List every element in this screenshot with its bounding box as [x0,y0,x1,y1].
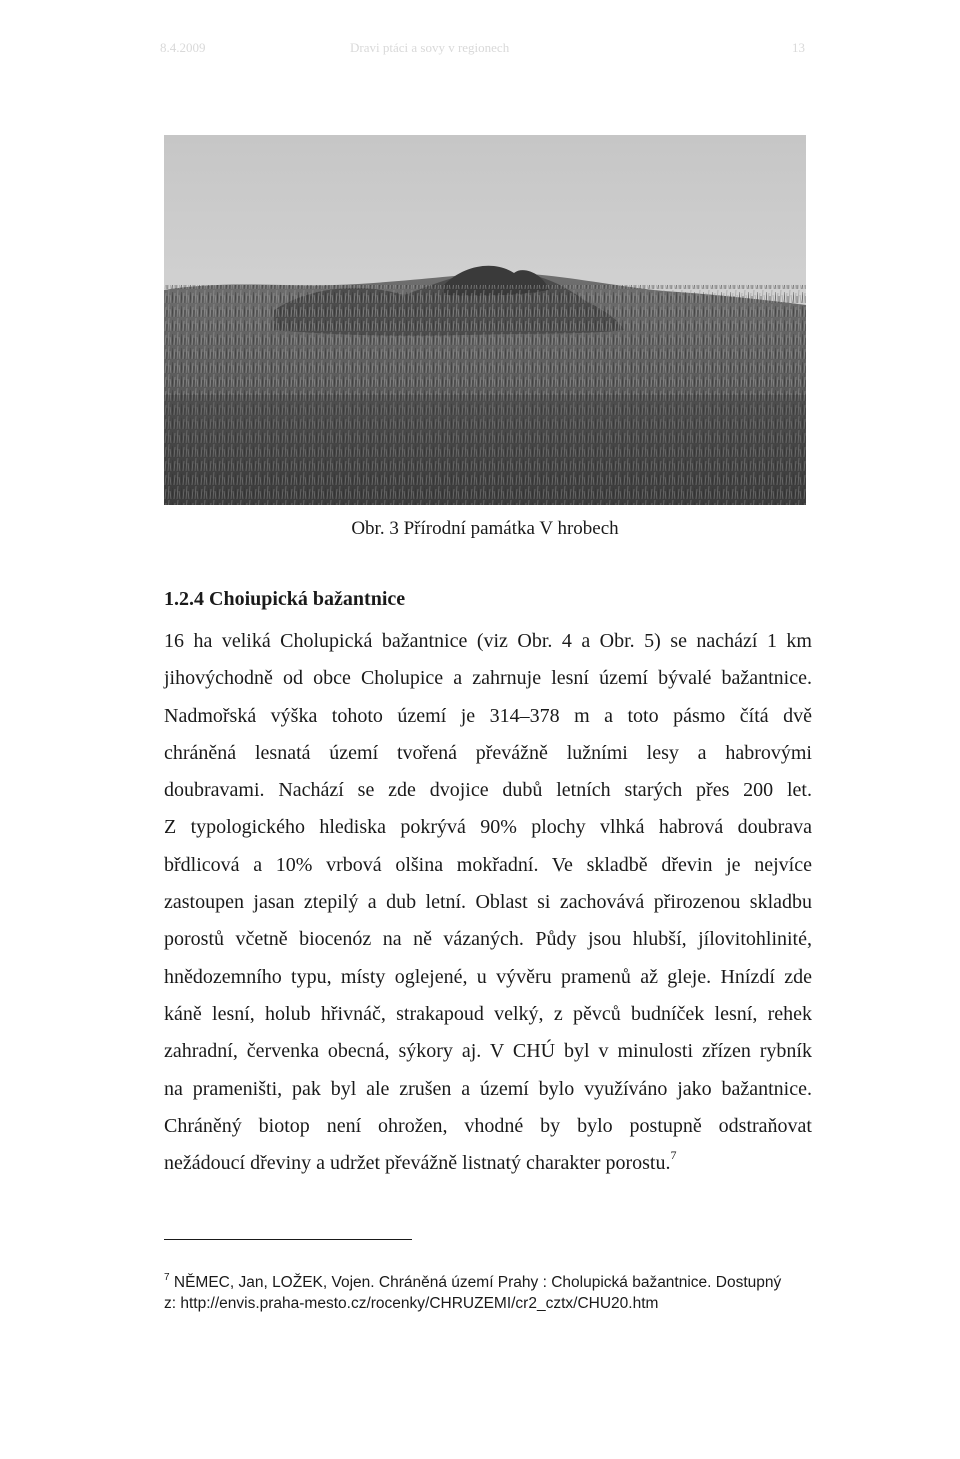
footnote-line [164,1272,812,1293]
body-line: zastoupen jasan ztepilý a dub letní. Oblast si zachovává přirozenou skladbu [164,891,812,914]
body-line-text: nežádoucí dřeviny a udržet převážně listnatý charakter porostu. [164,1152,671,1175]
header-page-number: 13 [792,40,805,55]
footnote-reference[interactable]: 7 [670,1148,677,1163]
figure-caption: Obr. 3 Přírodní památka V hrobech [351,518,619,539]
body-line: na prameništi, pak byl ale zrušen a území bylo využíváno jako bažantnice. [164,1077,812,1100]
body-line: břdlicová a 10% vrbová olšina mokřadní. Ve skladbě dřevin je nejvíce [164,853,812,876]
footnote-citation: NĚMEC, Jan, LOŽEK, Vojen. Chráněná území Prahy : Cholupická bažantnice. Dostupný [173,1274,782,1291]
footnote-divider [164,1239,412,1240]
footnote-url-line[interactable]: z: http://envis.praha-mesto.cz/rocenky/CHRUZEMI/cr2_cztx/CHU20.htm [164,1295,659,1312]
section-heading: 1.2.4 Choiupická bažantnice [164,588,406,610]
meadow-photo-graphic [164,135,806,505]
landscape-photo [164,135,806,505]
body-line: Nadmořská výška tohoto území je 314–378 m a toto pásmo čítá dvě [164,704,812,727]
footnote [164,1272,812,1314]
body-line: káně lesní, holub hřivnáč, strakapoud velký, z pěvců budníček lesní, rehek [164,1002,812,1025]
body-line: Z typologického hlediska pokrývá 90% plochy vlhká habrová doubrava [164,816,812,839]
header-date: 8.4.2009 [160,40,206,55]
header-title: Dravi ptáci a sovy v regionech [350,40,510,55]
body-line: jihovýchodně od obce Cholupice a zahrnuje lesní území bývalé bažantnice. [164,667,812,690]
body-line: zahradní, červenka obecná, sýkory aj. V CHÚ byl v minulosti zřízen rybník [164,1040,812,1063]
body-line: doubravami. Nachází se zde dvojice dubů letních starých přes 200 let. [164,779,812,802]
body-line: chráněná lesnatá území tvořená převážně lužními lesy a habrovými [164,741,812,764]
running-header [160,40,805,60]
section-body [164,623,812,1182]
body-line: Chráněný biotop není ohrožen, vhodné by bylo postupně odstraňovat [164,1114,812,1137]
body-line: 16 ha veliká Cholupická bažantnice (viz Obr. 4 a Obr. 5) se nachází 1 km [164,630,812,652]
body-line: porostů včetně biocenóz na ně vázaných. Půdy jsou hlubší, jílovitohlinité, [164,928,812,951]
body-line: hnědozemního typu, místy oglejené, u vývěru pramenů až gleje. Hnízdí zde [164,965,812,988]
footnote-marker: 7 [164,1272,170,1283]
body-line-last [164,1145,812,1182]
